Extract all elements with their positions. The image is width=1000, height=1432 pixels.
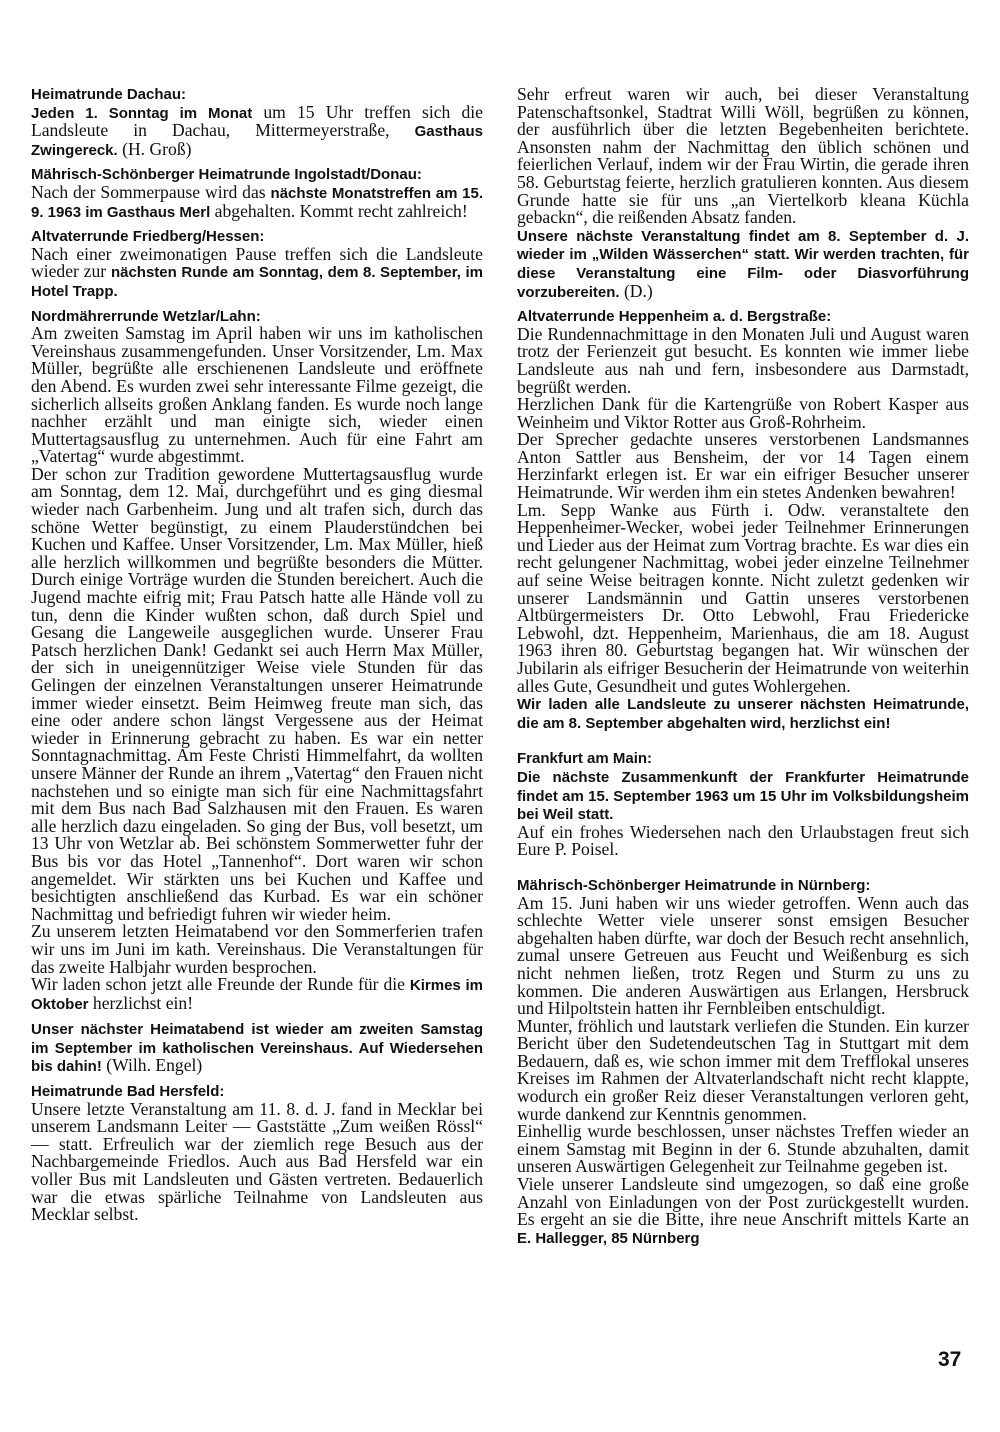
wetzlar-paragraph-3: Zu unserem letzten Heimatabend vor den Sommerferien trafen wir uns im Juni im kath. Vereinshaus. Die Veranstaltungen für das zweite Halbjahr wurden besprochen. bbox=[31, 921, 483, 977]
wetzlar-paragraph-1: Am zweiten Samstag im April haben wir uns im katholischen Vereinshaus zusammengefunden. Unser Vorsitzender, Lm. Max Müller, begrüßte alle erschienenen Landsleute und eröffnete den Abend. Es wurden zwei sehr interessante Filme gezeigt, die sicherlich allseits großen Anklang fanden. Es wurde noch lange nachher erzählt und man einigte sich, wieder einen Muttertagsausflug zu unternehmen. Auch für eine Fahrt am „Vatertag“ wurde abgestimmt. bbox=[31, 323, 483, 467]
nuernberg-address: E. Hallegger, 85 Nürnberg bbox=[517, 1229, 700, 1247]
heading-frankfurt: Frankfurt am Main: bbox=[517, 750, 653, 768]
ingolstadt-paragraph bbox=[31, 181, 483, 221]
continued-paragraph-1: Sehr erfreut waren wir auch, bei dieser Veranstaltung Patenschaftsonkel, Stadtrat Willi Wöll, begrüßen zu können, der ausführlich über die letzten Begebenheiten berichtete. Ansonsten nahm der Nachmittag den üblich schönen und feierlichen Verlauf, indem wir der Frau Wirtin, die gerade ihren 58. Geburtstag feierte, herzlich gratulieren konnten. Aus diesem Grunde hatte sie für uns „an Viertelkorb kleana Küchla gebackn“, die reißenden Absatz fanden. bbox=[517, 84, 969, 228]
heppenheim-paragraph-4: Lm. Sepp Wanke aus Fürth i. Odw. veranstaltete den Heppenheimer-Wecker, wobei jeder Teilnehmer Erinnerungen und Lieder aus der Heimat zum Vortrag brachte. Es war dies ein recht gelungener Nachmittag, wobei jeder einzelne Teilnehmer auf seine Weise beitragen konnte. Nicht zuletzt gedenken wir unserer Landsmännin und Gattin unseres verstorbenen Altbürgermeisters Dr. Otto Lebwohl, Frau Friedericke Lebwohl, dzt. Heppenheim, Marienhaus, die am 18. August 1963 ihren 80. Geburtstag begangen hat. Wir wünschen der Jubilarin als eifriger Besucherin der Heimatrunde von weiterhin alles Gute, Gesundheit und gutes Wohlergehen. bbox=[517, 499, 969, 696]
heading-nuernberg: Mährisch-Schönberger Heimatrunde in Nürnberg: bbox=[517, 876, 871, 894]
nuernberg-paragraph-1: Am 15. Juni haben wir uns wieder getroffen. Wenn auch das schlechte Wetter viele unserer sonst emsigen Besucher abgehalten haben dürfte, war doch der Besuch recht ansehnlich, zumal unsere Getreuen aus Feucht und Weißenburg es sich nicht nehmen ließen, trotz Regen und Sturm zu uns zu kommen. Die anderen Auswärtigen aus Erlangen, Hersbruck und Hilpoltstein hatten ihr Fernbleiben entschuldigt. bbox=[517, 892, 969, 1019]
wetzlar-kirmes: Kirmes im Oktober bbox=[31, 977, 483, 1013]
nuernberg-paragraph-3: Einhellig wurde beschlossen, unser nächstes Treffen wieder an einem Samstag mit Beginn in der 6. Stunde abzuhalten, damit unseren Auswärtigen Gelegenheit zur Teilnahme gegeben ist. bbox=[517, 1121, 969, 1177]
continued-signature: (D.) bbox=[623, 280, 653, 301]
frankfurt-next-meeting: Die nächste Zusammenkunft der Frankfurter Heimatrunde findet am 15. September 1963 um 15 Uhr im Volksbildungsheim bei Weil statt. bbox=[517, 768, 969, 824]
friedberg-paragraph bbox=[31, 243, 483, 301]
nuernberg-paragraph-4 bbox=[517, 1176, 969, 1247]
ingolstadt-bold-1: nächste Monatstreffen am 15. 9. 1963 im Gasthaus Merl bbox=[31, 184, 483, 221]
heading-hersfeld: Heimatrunde Bad Hersfeld: bbox=[31, 1083, 225, 1101]
right-column bbox=[517, 86, 969, 1247]
wetzlar-invite-end: herzlichst ein! bbox=[92, 992, 194, 1013]
page-number: 37 bbox=[938, 1348, 962, 1371]
left-column bbox=[31, 86, 483, 1224]
heppenheim-paragraph-3: Der Sprecher gedachte unseres verstorbenen Landsmannes Anton Sattler aus Bensheim, der vor 14 Tagen einem Herzinfarkt erlegen ist. Er war ein eifriger Besucher unserer Heimatrunde. Wir werden ihm ein stetes Andenken bewahren! bbox=[517, 429, 969, 503]
dachau-text-1: um 15 Uhr treffen sich die Landsleute in Dachau, Mittermeyerstraße, bbox=[31, 101, 483, 141]
heading-ingolstadt: Mährisch-Schönberger Heimatrunde Ingolstadt/Donau: bbox=[31, 166, 422, 184]
heading-friedberg: Altvaterrunde Friedberg/Hessen: bbox=[31, 228, 265, 246]
frankfurt-paragraph-1 bbox=[517, 768, 969, 824]
continued-paragraph-2 bbox=[517, 227, 969, 301]
wetzlar-invite-text: Wir laden schon jetzt alle Freunde der Runde für die bbox=[31, 974, 405, 995]
wetzlar-signature: (Wilh. Engel) bbox=[106, 1055, 203, 1076]
ingolstadt-text-2: abgehalten. Kommt recht zahlreich! bbox=[214, 200, 468, 221]
hersfeld-paragraph-1: Unsere letzte Veranstaltung am 11. 8. d. J. fand in Mecklar bei unserem Landsmann Leiter — Gaststätte „Zum weißen Rössl“ — statt. Erfreulich war der ziemlich rege Besuch aus der Nachbargemeinde Friedlos. Auch aus Bad Hersfeld war ein voller Bus mit Landsleuten und Gästen vertreten. Bedauerlich war die etwas spärliche Teilnahme von Landsleuten aus Mecklar selbst. bbox=[31, 1098, 483, 1225]
wetzlar-paragraph-2: Der schon zur Tradition gewordene Muttertagsausflug wurde am Sonntag, dem 12. Mai, durchgeführt und es ging diesmal wieder nach Garbenheim. Jung und alt trafen sich, durch das schöne Wetter begünstigt, zu einem Plauderstündchen bei Kuchen und Kaffee. Unser Vorsitzender, Lm. Max Müller, hieß alle herzlich willkommen und begrüßte besonders die Mütter. Durch einige Vorträge wurden die Stunden bereichert. Auch die Jugend machte eifrig mit; Frau Patsch hatte alle Hände voll zu tun, denn die Kinder wußten schon, daß durch Spiel und Gesang die Langeweile ausgeglichen wurde. Unserer Frau Patsch herzlichen Dank! Gedankt sei auch Herrn Max Müller, der sich in uneigennütziger Weise viele Stunden für das Gelingen der einzelnen Veranstaltungen unserer Heimatrunde immer wieder einsetzt. Beim Heimweg freute man sich, das eine oder andere schon längst Vergessene aus der Heimat wieder in Erinnerung gebracht zu haben. Es war ein netter Sonntagnachmittag. Am Feste Christi Himmelfahrt, da wollten unsere Männer der Runde an ihrem „Vatertag“ den Frauen nicht nachstehen und so einigte man sich für eine Nachmittagsfahrt mit dem Bus nach Bad Salzhausen mit den Frauen. Es waren alle herzlich dazu eingeladen. So ging der Bus, voll besetzt, um 13 Uhr von Wetzlar ab. Bei schönstem Sommerwetter fuhr der Bus bis vor das Hotel „Tannenhof“. Dort waren wir schon angemeldet. Wir stärkten uns bei Kuchen und Kaffee und besichtigten anschließend das Kurbad. Es war ein schöner Nachmittag und befriedigt fuhren wir wieder heim. bbox=[31, 463, 483, 924]
ingolstadt-text-1: Nach der Sommerpause wird das bbox=[31, 181, 266, 202]
wetzlar-paragraph-4 bbox=[31, 976, 483, 1013]
dachau-bold-2: Gasthaus Zwingereck. bbox=[31, 123, 483, 159]
nuernberg-request-text: Viele unserer Landsleute sind umgezogen, so daß eine große Anzahl von Einladungen von der Post zurückgestellt wurden. Es ergeht an sie die Bitte, ihre neue Anschrift mittels Karte an bbox=[517, 1174, 969, 1230]
heppenheim-paragraph-1: Die Rundennachmittage in den Monaten Juli und August waren trotz der Ferienzeit gut besucht. Es konnten wie immer liebe Landsleute aus nah und fern, insbesondere aus Darmstadt, begrüßt werden. bbox=[517, 323, 969, 397]
friedberg-bold-1: nächsten Runde am Sonntag, dem 8. September, im Hotel Trapp. bbox=[31, 264, 483, 300]
heading-heppenheim: Altvaterrunde Heppenheim a. d. Bergstraße: bbox=[517, 308, 832, 326]
dachau-bold-1: Jeden 1. Sonntag im Monat bbox=[31, 104, 253, 122]
nuernberg-paragraph-2: Munter, fröhlich und lautstark verliefen die Stunden. Ein kurzer Bericht über den Sudetendeutschen Tag in Stuttgart mit dem Bedauern, daß es, wie schon immer mit dem Trefflokal unseres Kreises im Rahmen der Altvaterlandschaft nicht recht klappte, wodurch ein großer Reiz dieser Veranstaltungen verloren geht, wurde dankend zur Kenntnis genommen. bbox=[517, 1015, 969, 1124]
frankfurt-paragraph-2: Auf ein frohes Wiedersehen nach den Urlaubstagen freut sich Eure P. Poisel. bbox=[517, 821, 969, 860]
wetzlar-next-meeting: Unser nächster Heimatabend ist wieder am zweiten Samstag im September im katholischen Vereinshaus. Auf Wiedersehen bis dahin! bbox=[31, 1021, 483, 1076]
wetzlar-paragraph-5 bbox=[31, 1020, 483, 1076]
heading-wetzlar: Nordmährerrunde Wetzlar/Lahn: bbox=[31, 307, 261, 325]
dachau-paragraph bbox=[31, 101, 483, 160]
continued-next-event: Unsere nächste Veranstaltung findet am 8. September d. J. wieder im „Wilden Wässerchen“ statt. Wir werden trachten, für diese Veranstaltung eine Film- oder Diasvorführung vorzubereiten. bbox=[517, 227, 969, 301]
dachau-signature: (H. Groß) bbox=[122, 138, 192, 159]
heppenheim-paragraph-2: Herzlichen Dank für die Kartengrüße von Robert Kasper aus Weinheim und Viktor Rotter aus Groß-Rohrheim. bbox=[517, 394, 969, 432]
friedberg-text-1: Nach einer zweimonatigen Pause treffen sich die Landsleute wieder zur bbox=[31, 243, 483, 282]
heppenheim-paragraph-5 bbox=[517, 695, 969, 732]
heppenheim-invite: Wir laden alle Landsleute zu unserer nächsten Heimatrunde, die am 8. September abgehalten wird, herzlichst ein! bbox=[517, 696, 969, 732]
heading-dachau: Heimatrunde Dachau: bbox=[31, 86, 187, 103]
